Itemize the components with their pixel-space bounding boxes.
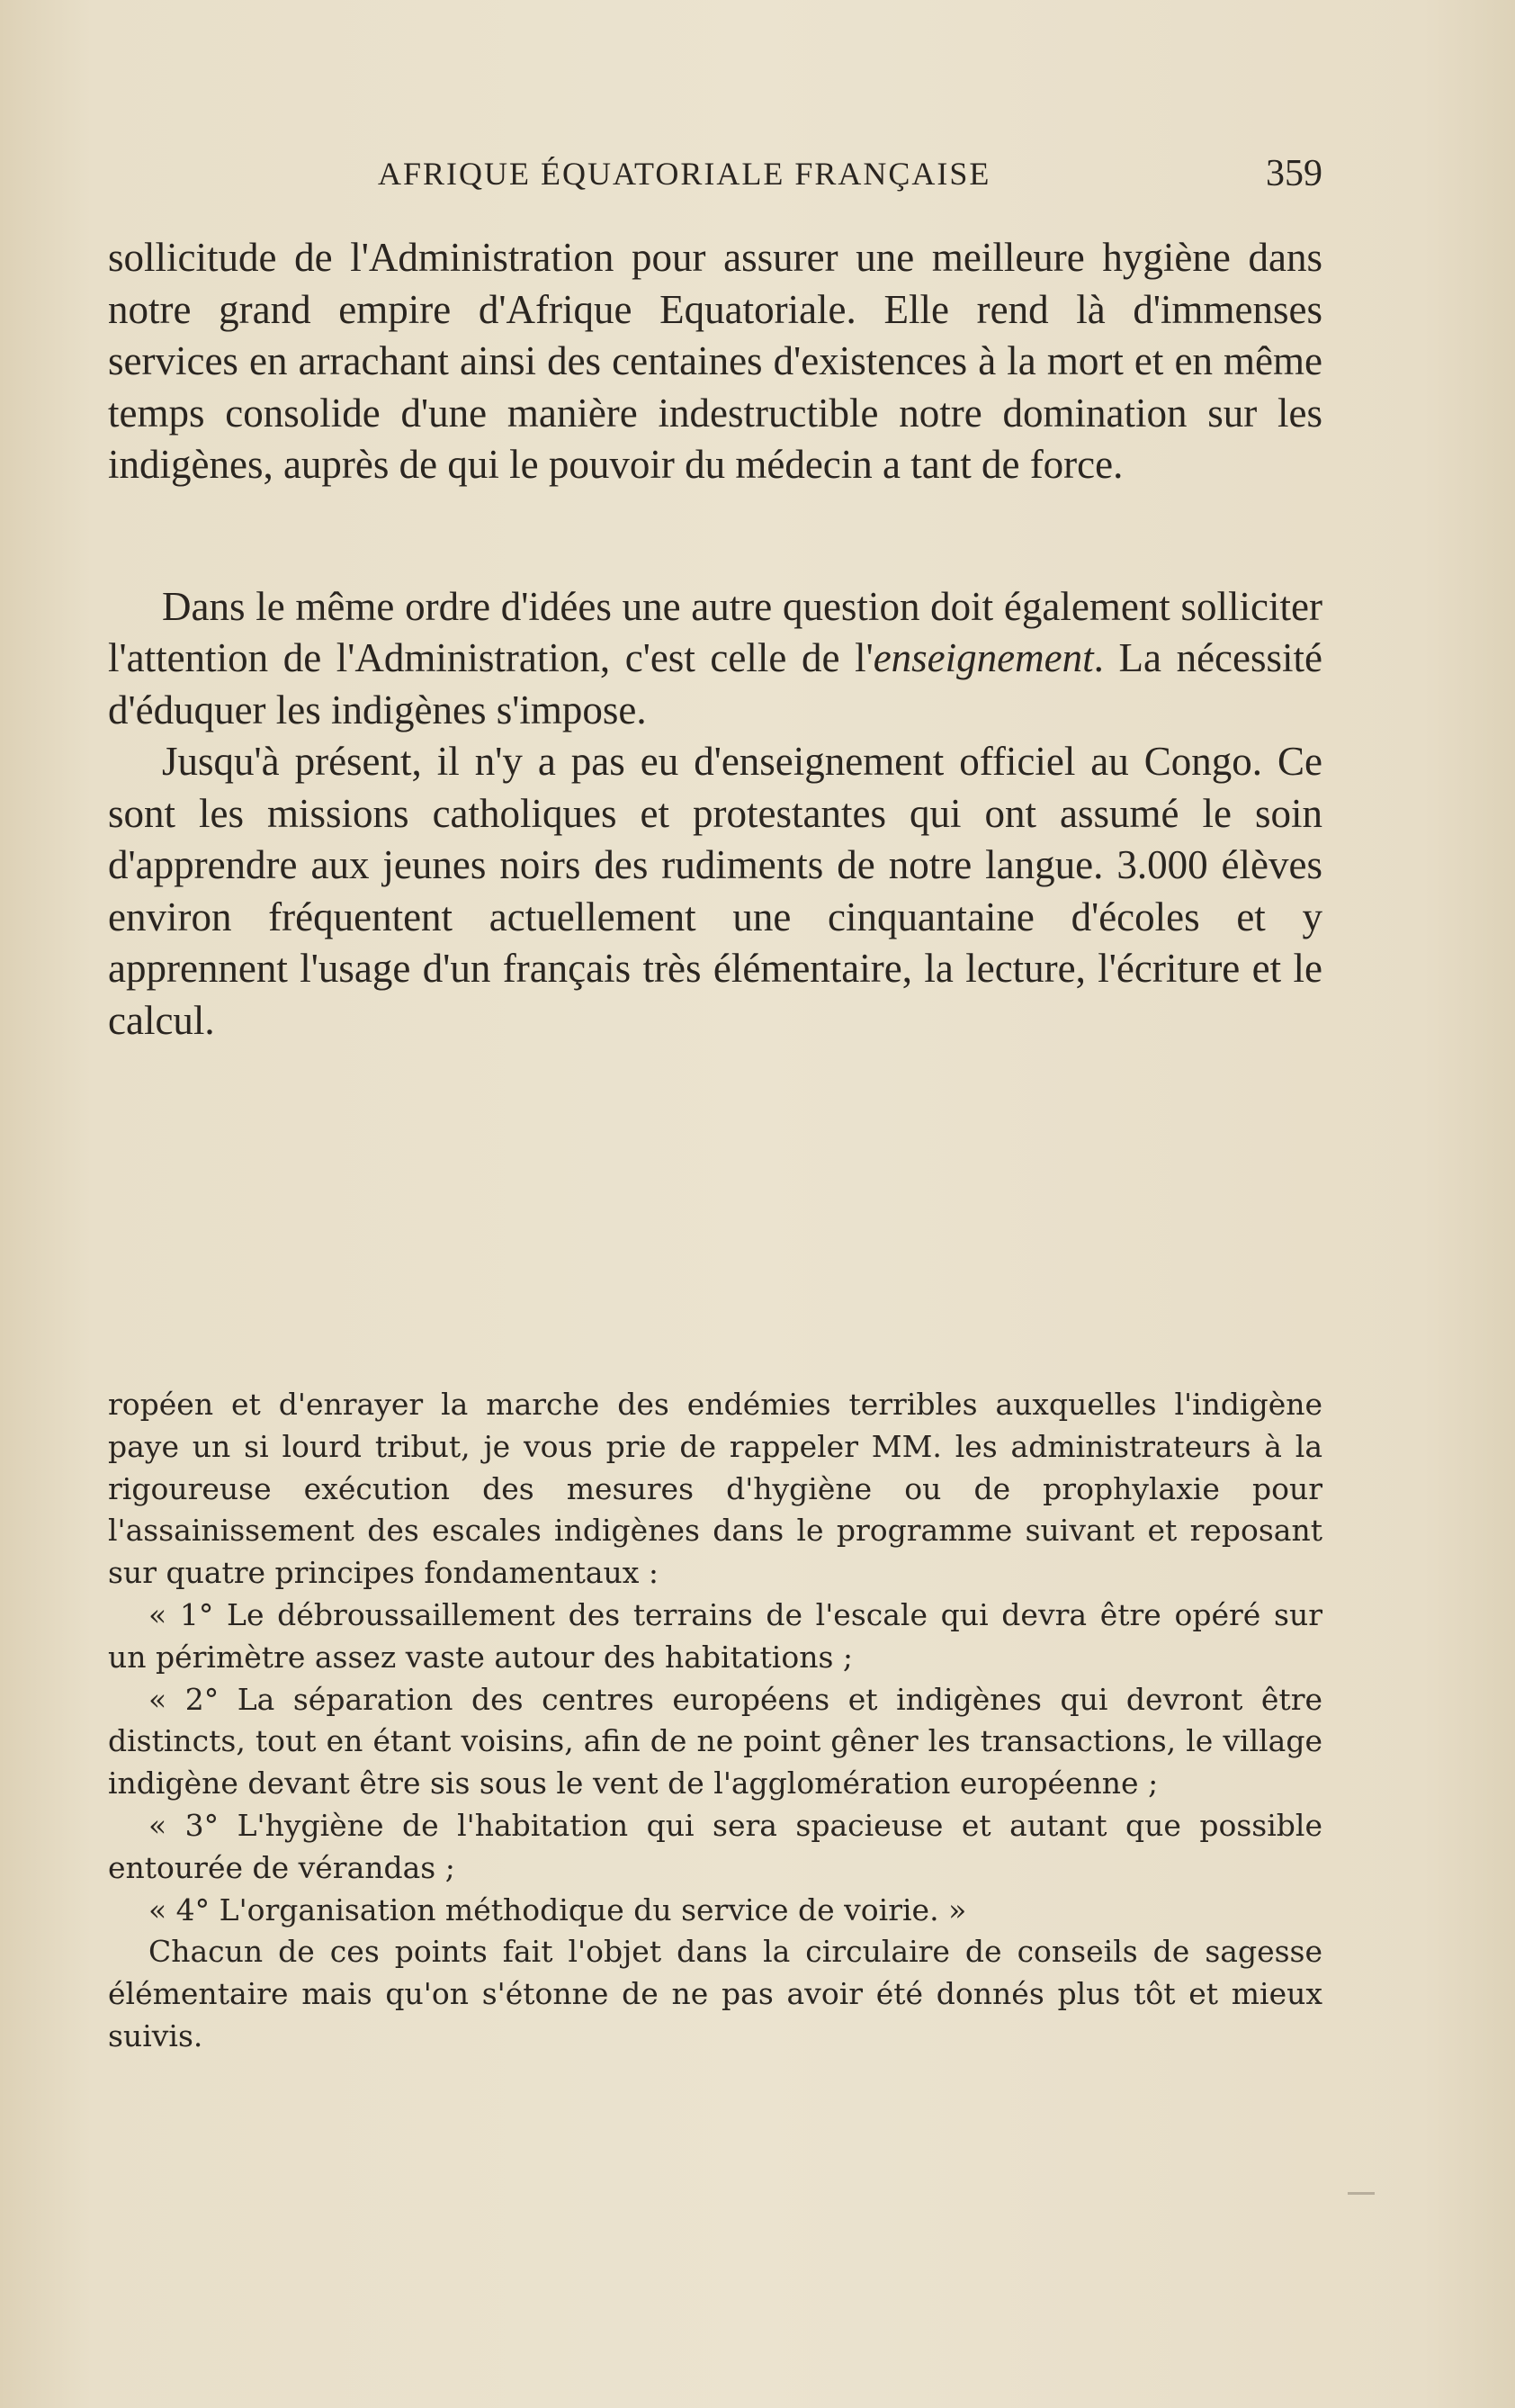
paragraph-enseignement-end: . La nécessité d'éduquer les indigènes s'impose.	[108, 635, 1322, 732]
footnote-intro: ropéen et d'enrayer la marche des endémies terribles auxquelles l'indigène paye un si lourd tribut, je vous prie de rappeler MM. les administrateurs à la rigoureuse exécution des mesures d'hygiène ou de prophylaxie pour l'assainissement des escales indigènes dans le programme suivant et reposant sur quatre principes fondamentaux :	[108, 1387, 1322, 1591]
paragraph-missions: Jusqu'à présent, il n'y a pas eu d'enseignement officiel au Congo. Ce sont les missions catholiques et protestantes qui ont assumé le soin d'apprendre aux jeunes noirs des rudiments de notre langue. 3.000 élèves environ fréquentent actuellement une cinquantaine d'écoles et y apprennent l'usage d'un français très élémentaire, la lecture, l'écriture et le calcul.	[108, 739, 1322, 1043]
footnote-closing: Chacun de ces points fait l'objet dans la circulaire de conseils de sagesse élémentaire mais qu'on s'étonne de ne pas avoir été donnés plus tôt et mieux suivis.	[108, 1934, 1322, 2053]
footnote-item-1: « 1° Le débroussaillement des terrains de l'escale qui devra être opéré sur un périmètre assez vaste autour des habitations ;	[108, 1596, 1322, 1675]
running-head	[108, 151, 1322, 196]
footnote-item-2: « 2° La séparation des centres européens et indigènes qui devront être distincts, tout en étant voisins, afin de ne point gêner les transactions, le village indigène devant être sis sous le vent de l'agglomération européenne ;	[108, 1681, 1322, 1802]
paragraph-enseignement	[108, 581, 1322, 737]
page-number: 359	[1266, 153, 1322, 194]
footnote	[108, 1384, 1322, 2058]
running-title: AFRIQUE ÉQUATORIALE FRANÇAISE	[378, 156, 991, 192]
margin-dash-mark	[1348, 2192, 1375, 2195]
paragraph-hygiene: sollicitude de l'Administration pour assurer une meilleure hygiène dans notre grand empire d'Afrique Equatoriale. Elle rend là d'immenses services en arrachant ainsi des centaines d'existences à la mort et en même temps consolide d'une manière indestructible notre domination sur les indigènes, auprès de qui le pouvoir du médecin a tant de force.	[108, 235, 1322, 487]
footnote-item-3: « 3° L'hygiène de l'habitation qui sera spacieuse et autant que possible entourée de vérandas ;	[108, 1807, 1322, 1885]
main-text	[108, 232, 1322, 1047]
emphasis-enseignement: enseignement	[873, 635, 1094, 680]
paragraph-enseignement-start: Dans le même ordre d'idées une autre question doit également solliciter l'attention de l'Administration, c'est celle de l'	[108, 583, 1322, 680]
footnote-item-4: « 4° L'organisation méthodique du service de voirie. »	[148, 1891, 967, 1927]
